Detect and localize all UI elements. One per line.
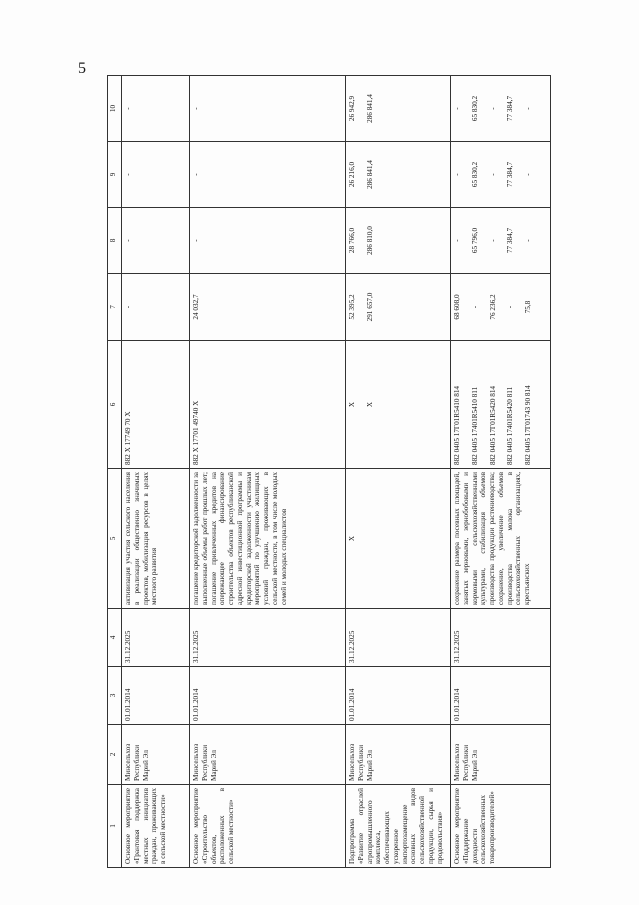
- start-date: 01.01.2014: [190, 667, 346, 725]
- values-col-9: [451, 142, 551, 208]
- value: 75,8: [524, 300, 533, 314]
- value: 286 841,4: [365, 94, 374, 123]
- expected-result: активизация участия сельского населения в реализации общественно значимых проектов, мобилизация ресурсов в целях местного развития: [122, 469, 190, 609]
- activity-name: Основное мероприятие «Грантовая поддержка местных инициатив граждан, проживающих в сельской местности»: [122, 785, 190, 868]
- end-date: 31.12.2025: [190, 609, 346, 667]
- values-col-7: [451, 274, 551, 341]
- values-col-10: [346, 76, 451, 142]
- start-date: 01.01.2014: [346, 667, 451, 725]
- budget-code: 882 0405 17Г01R5420 814: [488, 385, 497, 465]
- values-col-7: [346, 274, 451, 341]
- end-date: 31.12.2025: [122, 609, 190, 667]
- value-col-7: 24 032,7: [190, 274, 346, 341]
- executor: Минсельхоз Республики Марий Эл: [190, 725, 346, 785]
- executor: Минсельхоз Республики Марий Эл: [122, 725, 190, 785]
- table-row: [451, 76, 551, 868]
- value: -: [488, 173, 497, 176]
- header-col-1: 1: [108, 785, 122, 868]
- value: 291 657,0: [365, 292, 374, 322]
- end-date: 31.12.2025: [451, 609, 551, 667]
- rotated-table-wrapper: [107, 76, 549, 868]
- start-date: 01.01.2014: [451, 667, 551, 725]
- header-col-10: 10: [108, 76, 122, 142]
- value: 26 942,9: [348, 95, 356, 122]
- value-col-8: -: [190, 208, 346, 274]
- table-row: [346, 76, 451, 868]
- header-col-3: 3: [108, 667, 122, 725]
- budget-code: 882 0405 17Г01R5410 814: [453, 385, 461, 465]
- header-col-9: 9: [108, 142, 122, 208]
- budget-code: 882 Х 17701 49740 Х: [190, 341, 346, 469]
- budget-code: 882 0405 17401R5410 811: [470, 386, 479, 465]
- start-date: 01.01.2014: [122, 667, 190, 725]
- value: 65 796,0: [470, 227, 479, 254]
- value: -: [524, 239, 533, 242]
- header-col-7: 7: [108, 274, 122, 341]
- value: 65 830,2: [470, 95, 479, 122]
- program-table: [107, 75, 551, 868]
- header-col-2: 2: [108, 725, 122, 785]
- header-col-6: 6: [108, 341, 122, 469]
- value: 286 841,4: [365, 160, 374, 189]
- value: -: [488, 107, 497, 110]
- activity-name: Основное мероприятие «Поддержание доходности сельскохозяйственных товаропроизводителей»: [451, 785, 551, 868]
- budget-code: Х: [348, 401, 356, 408]
- budget-codes: [451, 341, 551, 469]
- value: -: [524, 173, 533, 176]
- header-col-5: 5: [108, 469, 122, 609]
- value: 26 216,0: [348, 161, 356, 188]
- value: 65 830,2: [470, 161, 479, 188]
- values-col-8: [346, 208, 451, 274]
- table-row: [190, 76, 346, 868]
- value: 28 766,0: [348, 227, 356, 254]
- expected-result: сохранение размера посевных площадей, занятых зерновыми, зернобобовыми и кормовыми сельскохозяйственными культурами, стабилизация объемов производства продукции растениеводства; сохранение, увеличение объемов производства молока в сельскохозяйственных организациях, крестьянских: [451, 469, 551, 609]
- value: -: [453, 107, 461, 110]
- values-col-10: [451, 76, 551, 142]
- value: 77 384,7: [506, 227, 515, 254]
- value: -: [524, 107, 533, 110]
- value: -: [488, 239, 497, 242]
- budget-code: 882 Х 17749 70 Х: [122, 341, 190, 469]
- value: 77 384,7: [506, 95, 515, 122]
- executor: Минсельхоз Республики Марий Эл: [451, 725, 551, 785]
- value-col-9: -: [122, 142, 190, 208]
- value: 68 608,0: [453, 294, 461, 320]
- expected-result: Х: [346, 469, 451, 609]
- value-col-7: -: [122, 274, 190, 341]
- value: -: [453, 239, 461, 242]
- header-row: [108, 76, 122, 868]
- value: -: [453, 173, 461, 176]
- value: 52 395,2: [348, 294, 356, 320]
- value-col-9: -: [190, 142, 346, 208]
- budget-code: Х: [365, 401, 374, 408]
- subprogram-name: Подпрограмма «Развитие отраслей агропромышленного комплекса, обеспечивающих ускоренное импортозамещение основных видов сельскохозяйственной продукции, сырья и продовольствия»: [346, 785, 451, 868]
- header-col-4: 4: [108, 609, 122, 667]
- budget-code: 882 0405 17401R5420 811: [506, 386, 515, 465]
- value: 286 810,0: [365, 226, 374, 255]
- value-col-8: -: [122, 208, 190, 274]
- end-date: 31.12.2025: [346, 609, 451, 667]
- value: -: [470, 305, 479, 309]
- activity-name: Основное мероприятие «Строительство объектов, расположенных в сельской местности»: [190, 785, 346, 868]
- value: 76 236,2: [488, 294, 497, 320]
- executor: Минсельхоз Республики Марий Эл: [346, 725, 451, 785]
- value: -: [506, 305, 515, 309]
- value-col-10: -: [190, 76, 346, 142]
- header-col-8: 8: [108, 208, 122, 274]
- page-number: 5: [78, 60, 86, 77]
- budget-code: 882 0405 17Г01743 90 814: [524, 385, 533, 465]
- expected-result: погашение кредиторской задолженности за выполненные объемы работ прошлых лет; погашение привлеченных кредитов на опережающее финансирование строительства объектов республиканской адресной инвестиционной программы и кредиторской задолженности участникам мероприятий по улучшению жилищных условий граждан, проживающих в сельской местности, в том числе молодых семей и молодых специалистов: [190, 469, 346, 609]
- values-col-9: [346, 142, 451, 208]
- budget-codes: [346, 341, 451, 469]
- value-col-10: -: [122, 76, 190, 142]
- value: 77 384,7: [506, 161, 515, 188]
- values-col-8: [451, 208, 551, 274]
- table-row: [122, 76, 190, 868]
